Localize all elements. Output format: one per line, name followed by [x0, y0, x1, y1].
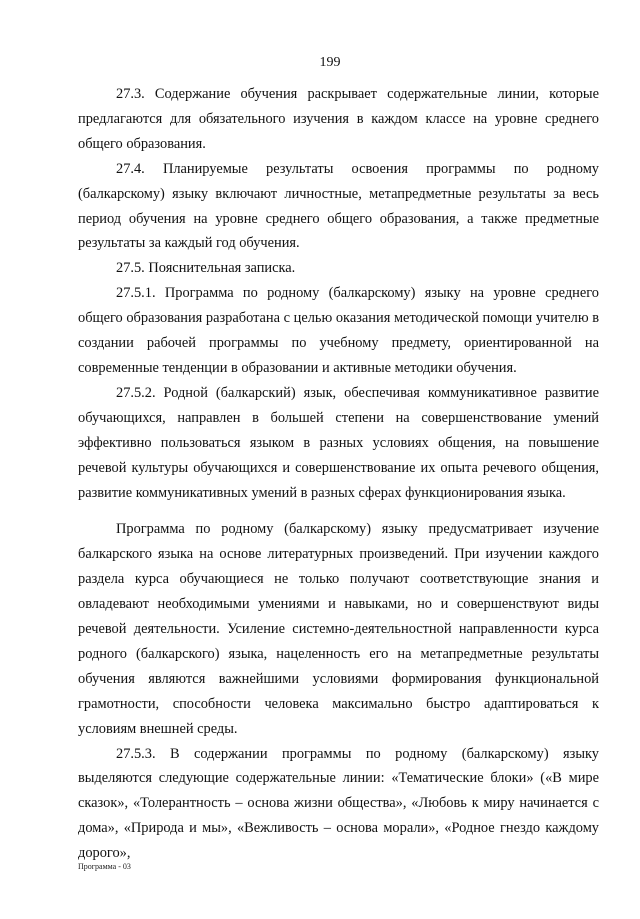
paragraph-27-4: 27.4. Планируемые результаты освоения программы по родному (балкарскому) языку включают личностные, метапредметные результаты за весь период обучения на уровне среднего общего образования, а также предметные результаты за каждый год обучения.	[78, 160, 599, 252]
document-body	[78, 82, 599, 866]
paragraph-27-5-2: 27.5.2. Родной (балкарский) язык, обеспечивая коммуникативное развитие обучающихся, направлен в большей степени на совершенствование умений эффективно пользоваться языком в разных условиях общения, на повышение речевой культуры обучающихся и совершенствование их опыта речевого общения, развитие коммуникативных умений в разных сферах функционирования языка.	[78, 384, 599, 501]
page-number: 199	[319, 55, 341, 70]
paragraph-27-5: 27.5. Пояснительная записка.	[116, 260, 296, 277]
footer-label: Программа - 03	[78, 862, 131, 871]
paragraph-27-5-3: 27.5.3. В содержании программы по родному (балкарскому) языку выделяются следующие содержательные линии: «Тематические блоки» («В мире сказок», «Толерантность – основа жизни общества», «Любовь к миру начинается с дома», «Природа и мы», «Вежливость – основа морали», «Родное гнездо каждому дорого»,	[78, 745, 599, 862]
paragraph-27-5-1: 27.5.1. Программа по родному (балкарскому) языку на уровне среднего общего образования разработана с целью оказания методической помощи учителю в создании рабочей программы по учебному предмету, ориентированной на современные тенденции в образовании и активные методики обучения.	[78, 285, 599, 376]
paragraph-program-description: Программа по родному (балкарскому) языку предусматривает изучение балкарского языка на основе литературных произведений. При изучении каждого раздела курса обучающиеся не только получают соответствующие знания и овладевают необходимыми умениями и навыками, но и совершенствуют виды речевой деятельности. Усиление системно-деятельностной направленности курса родного (балкарского) языка, нацеленность его на метапредметные результаты обучения являются важнейшими условиями формирования функциональной грамотности, способности человека максимально быстро адаптироваться к условиям внешней среды.	[78, 521, 599, 737]
paragraph-27-3: 27.3. Содержание обучения раскрывает содержательные линии, которые предлагаются для обязательного изучения в каждом классе на уровне среднего общего образования.	[78, 86, 599, 152]
